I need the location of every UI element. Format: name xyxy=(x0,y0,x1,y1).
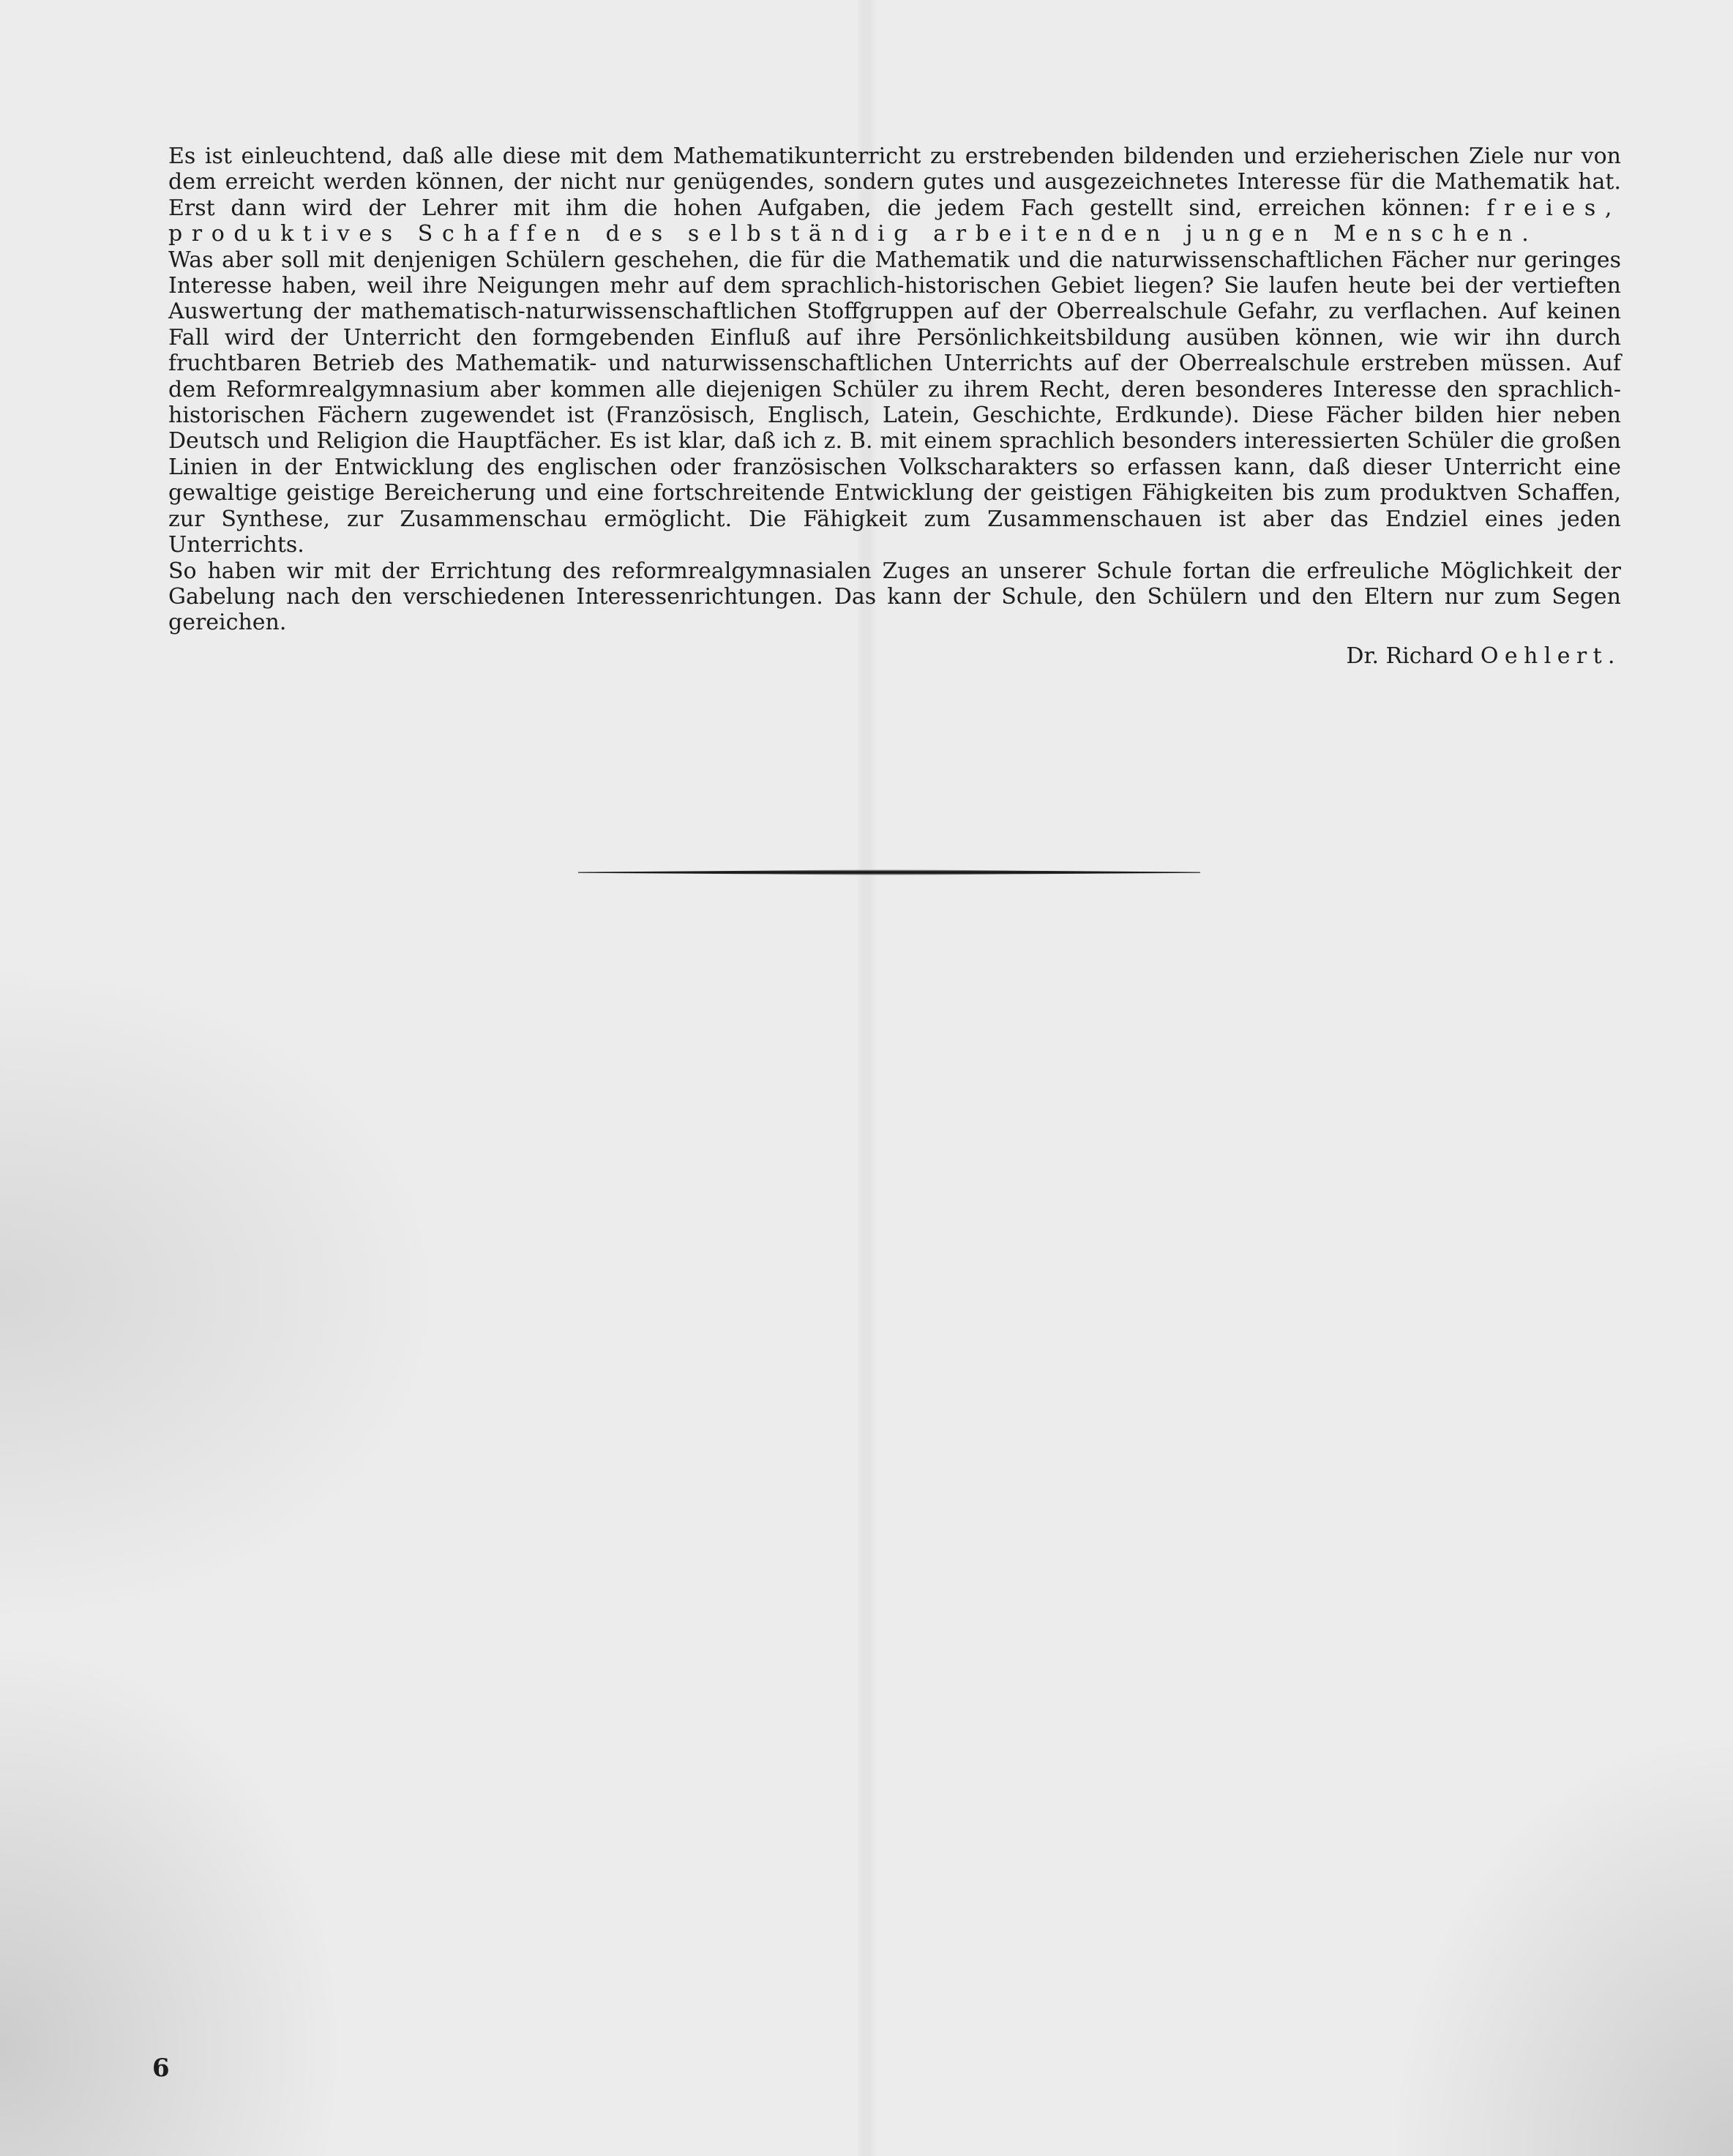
paragraph-2: Was aber soll mit denjenigen Schülern geschehen, die für die Mathematik und die naturwissenschaftlichen Fächer nur geringes Interesse haben, weil ihre Neigungen mehr auf dem sprachlich-historischen Gebiet liegen? Sie laufen heute bei der vertieften Auswertung der mathematisch-naturwissenschaftlichen Stoffgruppen auf der Oberrealschule Gefahr, zu verflachen. Auf keinen Fall wird der Unterricht den formgebenden Einfluß auf ihre Persönlichkeitsbildung ausüben können, wie wir ihn durch fruchtbaren Betrieb des Mathematik- und naturwissenschaftlichen Unterrichts auf der Oberrealschule erstreben müssen. Auf dem Reformrealgymnasium aber kommen alle diejenigen Schüler zu ihrem Recht, deren besonderes Interesse den sprachlich-historischen Fächern zugewendet ist (Französisch, Englisch, Latein, Geschichte, Erdkunde). Diese Fächer bilden hier neben Deutsch und Religion die Hauptfächer. Es ist klar, daß ich z. B. mit einem sprachlich besonders interessierten Schüler die großen Linien in der Entwicklung des englischen oder französischen Volkscharakters so erfassen kann, daß dieser Unterricht eine gewaltige geistige Bereicherung und eine fortschreitende Entwicklung der geistigen Fähigkeiten bis zum produktven Schaffen, zur Synthese, zur Zusammenschau ermöglicht. Die Fähigkeit zum Zusammenschauen ist aber das Endziel eines jeden Unterrichts. xyxy=(168,247,1621,558)
paragraph-3: So haben wir mit der Errichtung des reformrealgymnasialen Zuges an unserer Schule fortan die erfreuliche Möglichkeit der Gabelung nach den verschiedenen Interessenrichtungen. Das kann der Schule, den Schülern und den Eltern nur zum Segen gereichen. xyxy=(168,558,1621,636)
signature-surname: Oehlert. xyxy=(1480,643,1621,669)
page-number: 6 xyxy=(152,2054,170,2083)
article-body xyxy=(168,143,1621,669)
section-divider xyxy=(578,869,1200,875)
signature-prefix: Dr. Richard xyxy=(1346,643,1474,669)
paragraph-1 xyxy=(168,143,1621,247)
paragraph-1-emphasis: freies, produktives Schaffen des selbständig arbeitenden jungen Menschen. xyxy=(168,195,1621,247)
paragraph-1-text: Es ist einleuchtend, daß alle diese mit dem Mathematikunterricht zu erstrebenden bildenden und erzieherischen Ziele nur von dem erreicht werden können, der nicht nur genügendes, sondern gutes und ausgezeichnetes Interesse für die Mathematik hat. Erst dann wird der Lehrer mit ihm die hohen Aufgaben, die jedem Fach gestellt sind, erreichen können: xyxy=(168,143,1621,221)
author-signature xyxy=(168,643,1621,669)
